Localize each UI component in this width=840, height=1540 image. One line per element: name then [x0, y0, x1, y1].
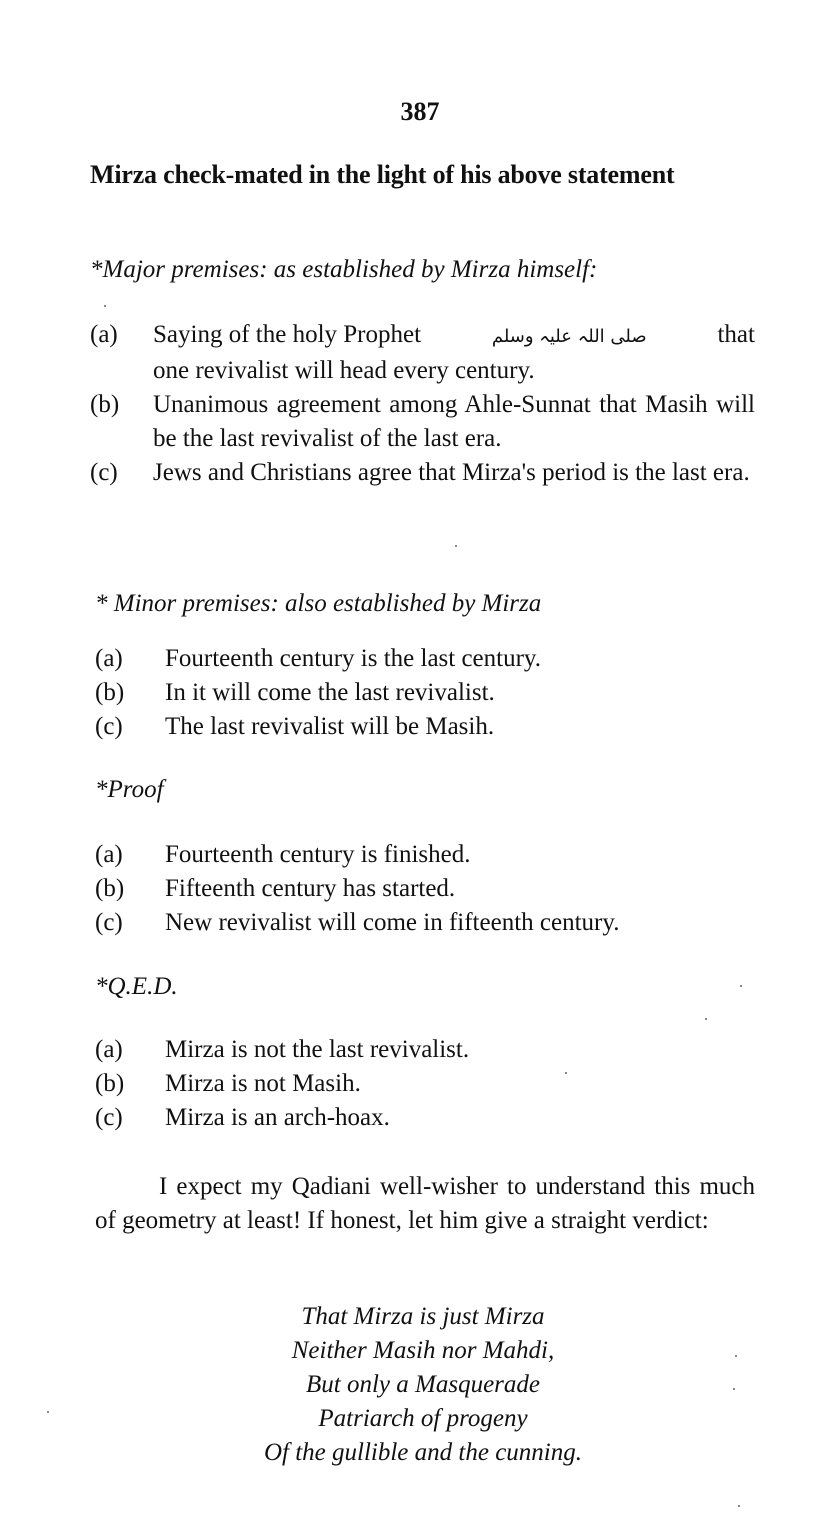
scan-speck	[735, 1355, 737, 1357]
verse	[0, 1300, 840, 1470]
list-marker: (b)	[95, 1070, 125, 1097]
list-marker: (c)	[90, 459, 118, 486]
qed-list	[95, 1033, 760, 1135]
list-marker: (b)	[90, 391, 120, 418]
scan-speck	[565, 1072, 567, 1074]
arabic-salutation: صلی اللہ علیہ وسلم	[491, 326, 647, 347]
list-marker: (c)	[95, 1104, 123, 1131]
minor-premises-title: * Minor premises: also established by Mirza	[95, 590, 542, 617]
list-item-text: Fourteenth century is finished.	[165, 841, 471, 868]
list-item-text-continued: one revivalist will head every century.	[153, 357, 535, 384]
list-marker: (c)	[95, 713, 123, 740]
list-item-text: Mirza is not Masih.	[165, 1070, 361, 1097]
major-premises-list	[90, 318, 755, 490]
list-item-text: Fifteenth century has started.	[165, 875, 456, 902]
verse-line: Patriarch of progeny	[318, 1405, 528, 1432]
section-heading: Mirza check-mated in the light of his above statement	[90, 160, 675, 189]
list-item	[95, 1067, 760, 1101]
list-item-text: Jews and Christians agree that Mirza's period is the last era.	[153, 459, 750, 486]
scan-speck	[47, 1411, 49, 1413]
list-marker: (c)	[95, 909, 123, 936]
proof-list	[95, 838, 760, 940]
scan-speck	[733, 1388, 735, 1390]
list-item-text: Unanimous agreement among Ahle-Sunnat that Masih will be the last revivalist of the last era.	[153, 391, 755, 452]
list-item-text: The last revivalist will be Masih.	[165, 713, 495, 740]
list-item-text: In it will come the last revivalist.	[165, 679, 495, 706]
list-item	[95, 710, 760, 744]
verse-line: That Mirza is just Mirza	[301, 1303, 545, 1330]
list-item-text: Fourteenth century is the last century.	[165, 645, 542, 672]
list-item	[95, 676, 760, 710]
qed-title: *Q.E.D.	[95, 973, 178, 1000]
list-item	[95, 1101, 760, 1135]
list-item	[95, 906, 760, 940]
list-item-text: Mirza is not the last revivalist.	[165, 1036, 470, 1063]
list-item	[90, 456, 755, 490]
list-item-text: Mirza is an arch-hoax.	[165, 1104, 390, 1131]
list-item	[90, 388, 755, 456]
major-premises-title: *Major premises: as established by Mirza himself:	[90, 256, 598, 283]
scan-speck	[104, 305, 106, 307]
list-item	[95, 1033, 760, 1067]
list-item-text	[153, 318, 755, 388]
verse-line: Of the gullible and the cunning.	[263, 1439, 582, 1466]
page-number: 387	[400, 97, 440, 126]
verse-line: But only a Masquerade	[306, 1371, 540, 1398]
list-item-text-start: Saying of the holy Prophet	[153, 321, 422, 348]
proof-title: *Proof	[95, 776, 164, 803]
closing-paragraph-text: I expect my Qadiani well-wisher to understand this much of geometry at least! If honest, let him give a straight verdict:	[95, 1173, 755, 1234]
list-marker: (a)	[95, 1036, 123, 1063]
list-item	[90, 318, 755, 388]
minor-premises-list	[95, 642, 760, 744]
list-marker: (b)	[95, 679, 125, 706]
list-item	[95, 642, 760, 676]
verse-line: Neither Masih nor Mahdi,	[291, 1337, 555, 1364]
list-marker: (a)	[95, 645, 123, 672]
list-item-text: New revivalist will come in fifteenth century.	[165, 909, 620, 936]
scan-speck	[740, 985, 742, 987]
list-item	[95, 872, 760, 906]
scan-speck	[738, 1505, 740, 1507]
list-marker: (a)	[95, 841, 123, 868]
list-marker: (b)	[95, 875, 125, 902]
closing-paragraph	[95, 1170, 755, 1238]
list-marker: (a)	[90, 321, 118, 348]
scan-speck	[705, 1018, 707, 1020]
list-item-text-end: that	[717, 321, 755, 348]
scan-speck	[455, 545, 457, 547]
list-item	[95, 838, 760, 872]
